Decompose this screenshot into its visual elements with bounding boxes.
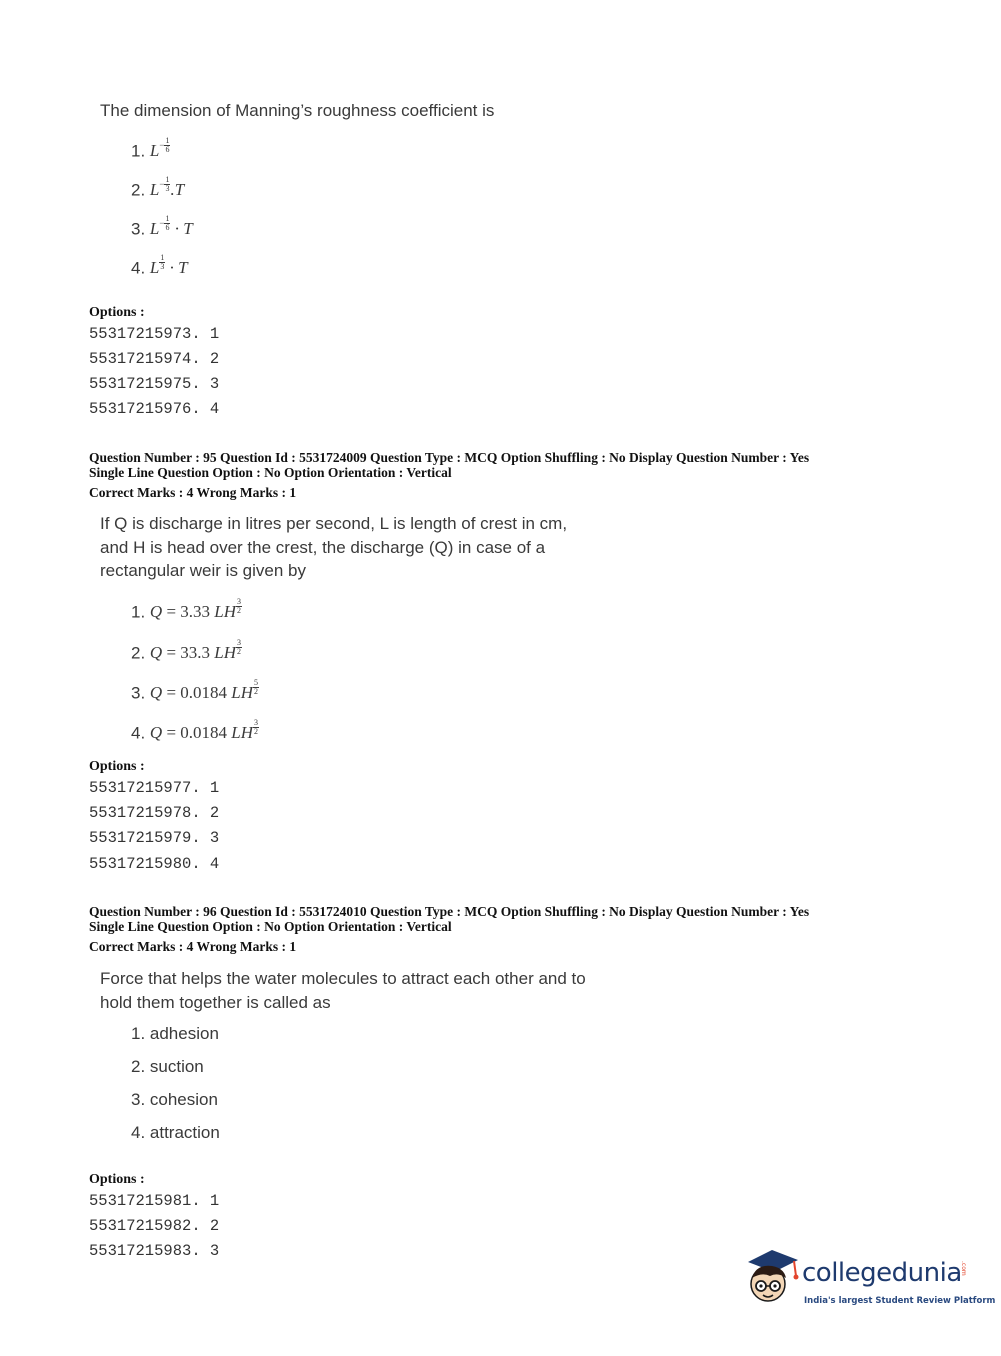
question-95-text [100,512,567,583]
q94-option-4: 4. L $\frac{1}{3}$ · T [131,253,188,278]
question-text-line: Force that helps the water molecules to attract each other and to [100,969,586,988]
question-text-line: rectangular weir is given by [100,561,306,580]
q94-option-1: 1. L− $\frac{1}{6}$ [131,136,170,161]
question-95-meta-line-1: Question Number : 95 Question Id : 5531724009 Question Type : MCQ Option Shuffling : No Display Question Number : Yes [89,450,810,465]
mascot-icon [742,1246,802,1312]
question-96-marks: Correct Marks : 4 Wrong Marks : 1 [89,939,297,954]
option-id: 55317215977. 1 [89,779,220,797]
option-id: 55317215974. 2 [89,350,220,368]
question-96-text [100,967,586,1014]
q96-option-4: 4. attraction [131,1123,220,1142]
q95-option-3: 3. Q = 0.0184 LH $\frac{5}{2}$ [131,678,259,703]
option-id: 55317215983. 3 [89,1242,220,1260]
logo-tagline: India's largest Student Review Platform [804,1296,996,1306]
q95-option-4: 4. Q = 0.0184 LH $\frac{3}{2}$ [131,718,259,743]
q96-option-3: 3. cohesion [131,1090,218,1109]
q95-option-2: 2. Q = 33.3 LH $\frac{3}{2}$ [131,638,242,663]
q94-option-3: 3. L− $\frac{1}{6}$ · T [131,214,193,239]
question-text-line: If Q is discharge in litres per second, L is length of crest in cm, [100,514,568,533]
option-id: 55317215978. 2 [89,804,220,822]
question-95-marks: Correct Marks : 4 Wrong Marks : 1 [89,485,297,500]
options-label: Options : [89,1172,145,1187]
logo-com: .com [960,1261,967,1276]
question-text-line: and H is head over the crest, the discharge (Q) in case of a [100,537,546,557]
q96-option-2: 2. suction [131,1057,204,1076]
options-label: Options : [89,759,145,774]
question-text-line: hold them together is called as [100,992,331,1012]
q94-option-2: 2. L− $\frac{1}{3}$ .T [131,175,185,200]
question-94-text: The dimension of Manning’s roughness coefficient is [100,101,495,120]
options-label: Options : [89,305,145,320]
q96-option-1: 1. adhesion [131,1024,219,1043]
collegedunia-logo[interactable] [742,1246,996,1316]
option-id: 55317215975. 3 [89,375,220,393]
option-id: 55317215982. 2 [89,1217,220,1235]
question-96-meta-line-2: Single Line Question Option : No Option Orientation : Vertical [89,919,452,934]
q95-option-1: 1. Q = 3.33 LH $\frac{3}{2}$ [131,597,242,622]
option-id: 55317215980. 4 [89,855,220,873]
option-id: 55317215981. 1 [89,1192,220,1210]
question-96-meta-line-1: Question Number : 96 Question Id : 5531724010 Question Type : MCQ Option Shuffling : No Display Question Number : Yes [89,904,810,919]
option-id: 55317215979. 3 [89,829,220,847]
logo-wordmark: collegedunia [802,1258,962,1288]
option-id: 55317215973. 1 [89,325,220,343]
option-id: 55317215976. 4 [89,400,220,418]
question-95-meta-line-2: Single Line Question Option : No Option Orientation : Vertical [89,465,452,480]
